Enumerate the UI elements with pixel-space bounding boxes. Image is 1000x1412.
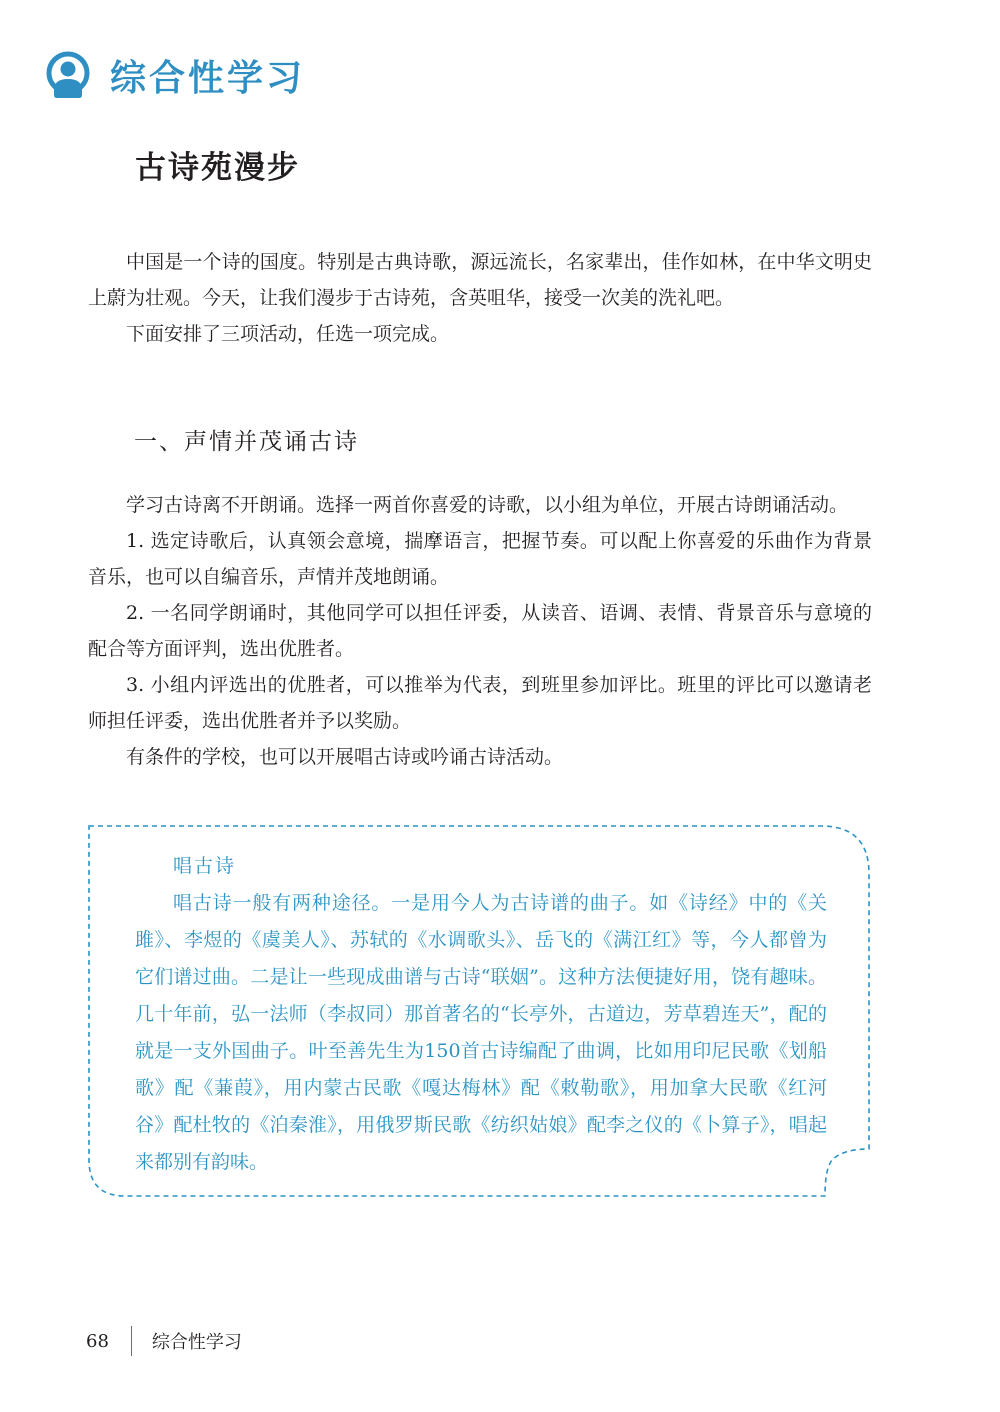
lesson-title: 古诗苑漫步 [135,150,300,186]
activity-paragraph: 有条件的学校，也可以开展唱古诗或吟诵古诗活动。 [126,746,564,768]
page-footer [86,1326,242,1356]
footer-divider [131,1326,132,1356]
activity-step-2: 2. 一名同学朗诵时，其他同学可以担任评委，从读音、语调、表情、背景音乐与意境的配合等方面评判，选出优胜者。 [88,602,872,660]
page-number: 68 [86,1330,109,1352]
unit-title: 综合性学习 [110,57,306,99]
section-heading: 一、声情并茂诵古诗 [134,429,359,455]
footer-section-name: 综合性学习 [151,1332,242,1353]
intro-text [88,244,872,352]
note-content [135,848,827,1181]
activity-text [88,487,872,775]
note-title: 唱古诗 [173,855,237,877]
note-text: 唱古诗一般有两种途径。一是用今人为古诗谱的曲子。如《诗经》中的《关雎》、李煜的《虞美人》、苏轼的《水调歌头》、岳飞的《满江红》等，今人都曾为它们谱过曲。二是让一些现成曲谱与古诗“联姻”。这种方法便捷好用，饶有趣味。几十年前，弘一法师（李叔同）那首著名的“长亭外，古道边，芳草碧连天”，配的就是一支外国曲子。叶至善先生为150首古诗编配了曲调，比如用印尼民歌《划船歌》配《蒹葭》，用内蒙古民歌《嘎达梅林》配《敕勒歌》，用加拿大民歌《红河谷》配杜牧的《泊秦淮》，用俄罗斯民歌《纺织姑娘》配李之仪的《卜算子》，唱起来都别有韵味。 [135,892,827,1173]
person-icon [44,51,92,99]
activity-step-1: 1. 选定诗歌后，认真领会意境，揣摩语言，把握节奏。可以配上你喜爱的乐曲作为背景音乐，也可以自编音乐，声情并茂地朗诵。 [88,530,872,588]
activity-step-3: 3. 小组内评选出的优胜者，可以推举为代表，到班里参加评比。班里的评比可以邀请老师担任评委，选出优胜者并予以奖励。 [88,674,872,732]
intro-paragraph: 中国是一个诗的国度。特别是古典诗歌，源远流长，名家辈出，佳作如林，在中华文明史上蔚为壮观。今天，让我们漫步于古诗苑，含英咀华，接受一次美的洗礼吧。 [88,251,872,309]
intro-paragraph: 下面安排了三项活动，任选一项完成。 [126,323,450,345]
unit-header [44,50,305,100]
activity-paragraph: 学习古诗离不开朗诵。选择一两首你喜爱的诗歌，以小组为单位，开展古诗朗诵活动。 [126,494,849,516]
note-box [85,824,875,1199]
